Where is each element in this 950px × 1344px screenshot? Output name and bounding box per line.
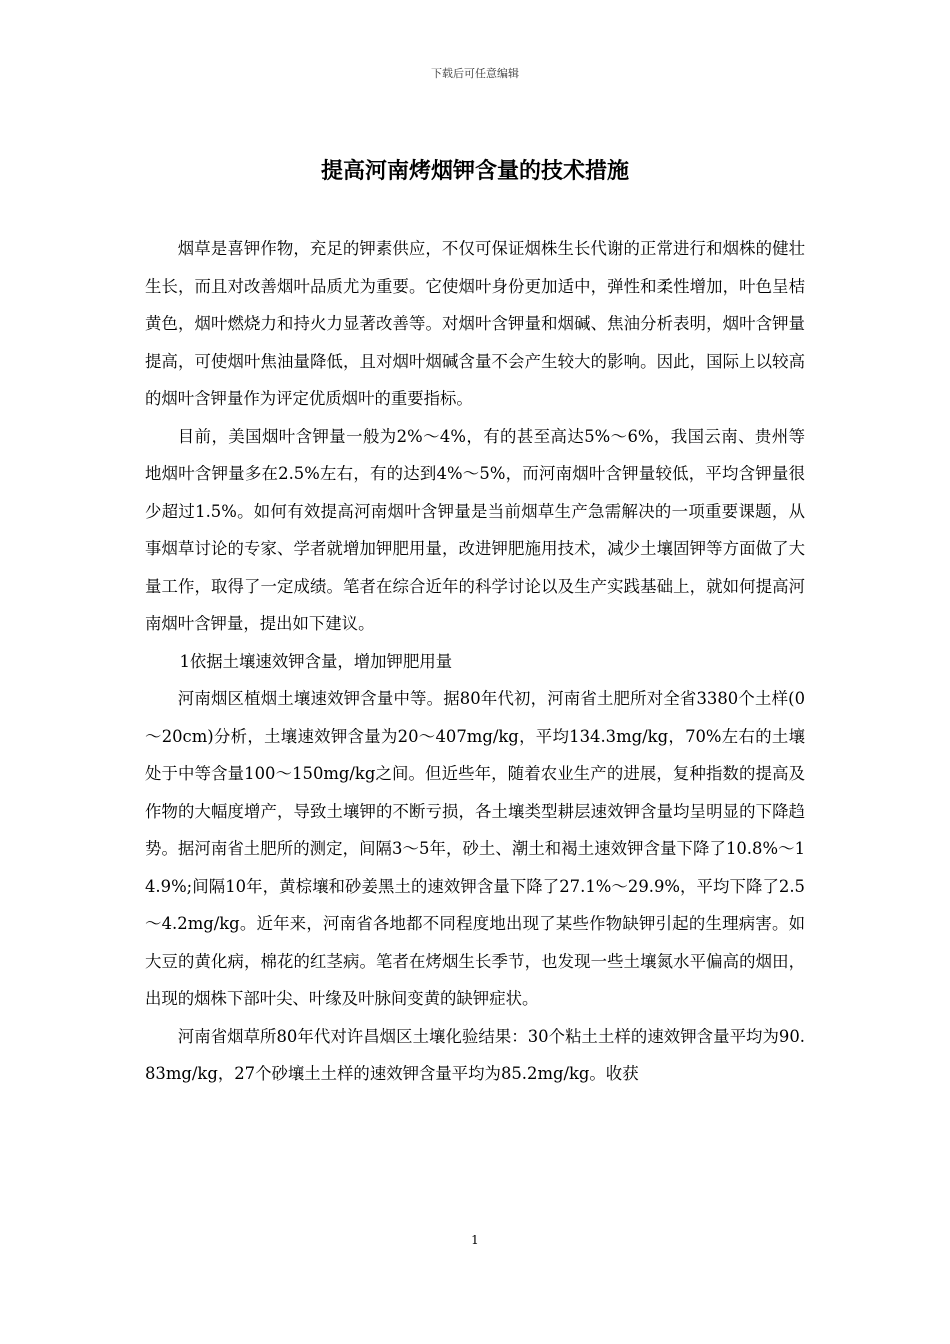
paragraph-xuchang-results: 河南省烟草所80年代对许昌烟区土壤化验结果：30个粘土土样的速效钾含量平均为90.83mg/kg，27个砂壤土土样的速效钾含量平均为85.2mg/kg。收获 [145, 1026, 805, 1083]
page-number: 1 [471, 1233, 479, 1247]
document-body [145, 230, 805, 1093]
paragraph-soil-potassium: 河南烟区植烟土壤速效钾含量中等。据80年代初，河南省土肥所对全省3380个土样(0～20cm)分析，土壤速效钾含量为20～407mg/kg，平均134.3mg/kg，70%左右的土壤处于中等含量100～150mg/kg之间。但近些年，随着农业生产的进展，复种指数的提高及作物的大幅度增产，导致土壤钾的不断亏损，各土壤类型耕层速效钾含量均呈明显的下降趋势。据河南省土肥所的测定，间隔3～5年，砂土、潮土和褐土速效钾含量下降了10.8%～14.9%;间隔10年，黄棕壤和砂姜黑土的速效钾含量下降了27.1%～29.9%，平均下降了2.5～4.2mg/kg。近年来，河南省各地都不同程度地出现了某些作物缺钾引起的生理病害。如大豆的黄化病，棉花的红茎病。笔者在烤烟生长季节，也发现一些土壤氮水平偏高的烟田，出现的烟株下部叶尖、叶缘及叶脉间变黄的缺钾症状。 [145, 689, 805, 1008]
paragraph-intro: 烟草是喜钾作物，充足的钾素供应，不仅可保证烟株生长代谢的正常进行和烟株的健壮生长，而且对改善烟叶品质尤为重要。它使烟叶身份更加适中，弹性和柔性增加，叶色呈桔黄色，烟叶燃烧力和持火力显著改善等。对烟叶含钾量和烟碱、焦油分析表明，烟叶含钾量提高，可使烟叶焦油量降低，且对烟叶烟碱含量不会产生较大的影响。因此，国际上以较高的烟叶含钾量作为评定优质烟叶的重要指标。 [145, 239, 805, 408]
section-heading-1: 1依据土壤速效钾含量，增加钾肥用量 [179, 651, 453, 671]
paragraph-current-status: 目前，美国烟叶含钾量一般为2%～4%，有的甚至高达5%～6%，我国云南、贵州等地烟叶含钾量多在2.5%左右，有的达到4%～5%，而河南烟叶含钾量较低，平均含钾量很少超过1.5%。如何有效提高河南烟叶含钾量是当前烟草生产急需解决的一项重要课题，从事烟草讨论的专家、学者就增加钾肥用量，改进钾肥施用技术，减少土壤固钾等方面做了大量工作，取得了一定成绩。笔者在综合近年的科学讨论以及生产实践基础上，就如何提高河南烟叶含钾量，提出如下建议。 [145, 426, 805, 633]
document-title: 提高河南烤烟钾含量的技术措施 [320, 159, 629, 184]
header-note: 下载后可任意编辑 [431, 67, 519, 80]
